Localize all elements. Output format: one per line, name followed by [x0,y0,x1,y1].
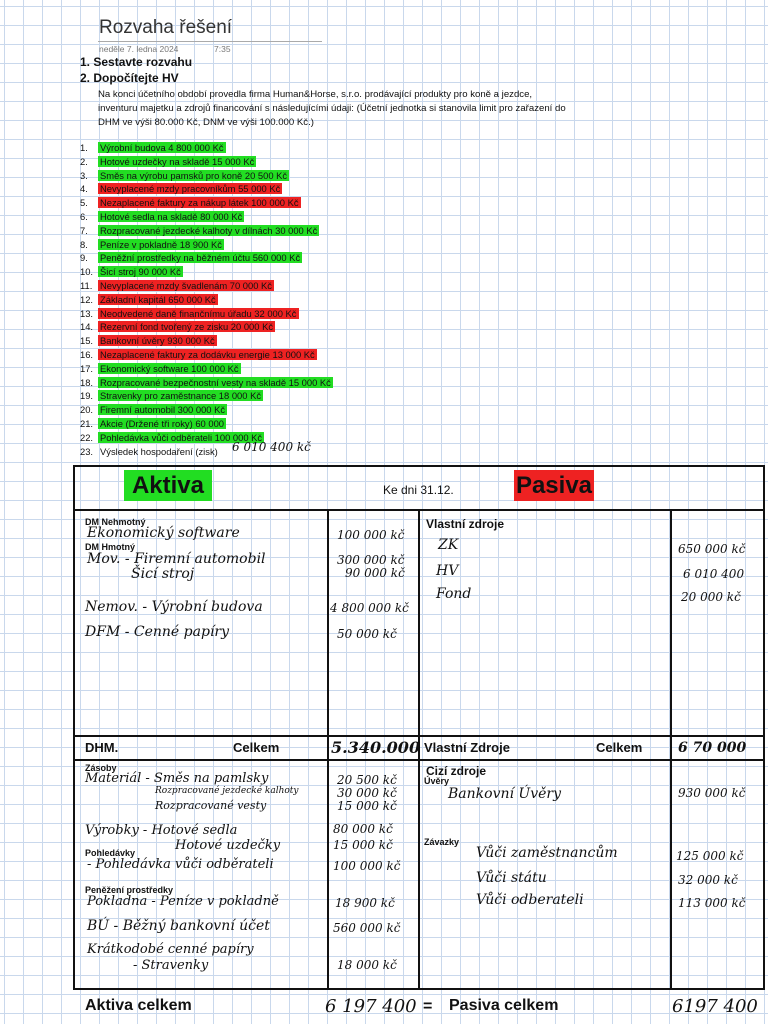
inventory-item [80,169,333,183]
vz-total-label: Vlastní Zdroje [424,740,510,755]
inventory-item [80,320,333,334]
inventory-item-text: Výsledek hospodaření (zisk) [100,445,218,457]
dfm-item: DFM - Cenné papíry [85,624,230,640]
inventory-item [80,376,333,390]
celkem-label: Celkem [233,740,280,755]
inventory-item [80,238,333,252]
zavazky-item: Vůči zaměstnancům [476,845,618,861]
inventory-item-number: 22. [80,431,94,443]
vyrobky-value: 15 000 kč [333,838,393,852]
kcp-item: Krátkodobé cenné papíry [87,942,254,957]
pohledavka-item: - Pohledávka vůči odběrateli [87,857,274,872]
inventory-item-text: Hotové uzdečky na skladě 15 000 Kč [100,155,255,167]
inventory-item-text: Pohledávka vůči odběrateli 100 000 Kč [100,431,263,443]
nemov-item: Nemov. - Výrobní budova [85,599,263,615]
inventory-item-text: Stravenky pro zaměstnance 18 000 Kč [100,390,262,402]
task-list [80,54,192,86]
zavazky-item: Vůči odberateli [476,892,584,908]
pohledavka-value: 100 000 kč [333,859,401,873]
inventory-item [80,265,333,279]
vz-label: Vlastní zdroje [426,517,505,531]
equals-sign: = [423,998,433,1015]
zk-item: ZK [438,537,459,553]
inventory-item-number: 5. [80,197,88,209]
title-underline [98,41,322,42]
hv-handwritten: 6 010 400 kč [232,440,311,454]
inventory-item [80,182,333,196]
fond-item: Fond [436,586,472,602]
pokladna-value: 18 900 kč [335,896,395,910]
intro-paragraph: Na konci účetního období provedla firma Human&Horse, s.r.o. prodávající produkty pro koně a jezdce, inventuru majetku a zdrojů financování s následujícími údaji: (Účetní jednotka si stanovila limit pro zařazení do DHM ve výši 80.000 Kč, DNM ve výši 100.000 Kč.) [98,89,566,128]
hv-item: HV [436,563,459,579]
uvery-item: Bankovní Úvěry [448,786,562,802]
zavazky-value: 32 000 kč [678,873,738,887]
inventory-item-text: Peníze v pokladně 18 900 Kč [100,238,222,250]
cizi-label: Cizí zdroje [426,764,487,778]
penez-label: Peněžení prostředky [85,885,174,895]
note-time: 7:35 [214,44,231,54]
dhm-value: 90 000 kč [345,566,405,580]
inventory-item [80,251,333,265]
inventory-item [80,348,333,362]
material-item: Rozpracované jezdecké kalhoty [155,786,299,796]
material-item: Rozpracované vesty [155,799,267,812]
inventory-item [80,293,333,307]
pasiva-heading: Pasiva [515,472,593,499]
column-divider [327,509,329,990]
column-divider [670,509,672,990]
inventory-list [80,141,333,458]
inventory-item [80,403,333,417]
inventory-item [80,362,333,376]
inventory-item [80,334,333,348]
inventory-item [80,224,333,238]
celkem-label: Celkem [596,740,643,755]
material-value: 15 000 kč [337,799,397,813]
kcp-value: 18 000 kč [337,958,397,972]
inventory-item-number: 12. [80,293,94,305]
inventory-item [80,389,333,403]
inventory-item-text: Ekonomický software 100 000 Kč [100,362,239,374]
balance-date: Ke dni 31.12. [383,483,454,497]
zasoby-label: Zásoby [85,763,117,773]
aktiva-total-label: Aktiva celkem [85,997,192,1014]
inventory-item-text: Směs na výrobu pamsků pro koně 20 500 Kč [100,169,288,181]
inventory-item-text: Rozpracované bezpečnostní vesty na skladě 15 000 Kč [100,376,331,388]
dhm-value: 300 000 kč [337,553,405,567]
inventory-item-text: Výrobní budova 4 800 000 Kč [100,142,224,153]
inventory-item-number: 11. [80,279,93,291]
inventory-item-number: 18. [80,376,94,388]
inventory-item-number: 8. [80,238,88,250]
inventory-item-number: 19. [80,390,94,402]
dm-total-value: 5.340.000 [331,738,421,757]
inventory-item [80,279,333,293]
inventory-item [80,417,333,431]
inventory-item-text: Šicí stroj 90 000 Kč [100,266,181,278]
inventory-item [80,141,333,155]
uvery-value: 930 000 kč [678,786,746,800]
kcp-item: - Stravenky [133,958,209,973]
task-item: 2. Dopočítejte HV [80,71,179,85]
zavazky-value: 113 000 kč [678,896,746,910]
vyrobky-item: Hotové uzdečky [175,838,281,853]
inventory-item [80,155,333,169]
inventory-item-text: Nezaplacené faktury za nákup látek 100 000 Kč [100,197,299,209]
pokladna-item: Pokladna - Peníze v pokladně [87,894,279,909]
material-value: 20 500 kč [337,773,397,787]
zavazky-value: 125 000 kč [676,849,744,863]
inventory-item-number: 1. [80,142,88,153]
inventory-item [80,196,333,210]
inventory-item-number: 14. [80,321,94,333]
vyrobky-item: Výrobky - Hotové sedla [85,823,238,838]
dfm-value: 50 000 kč [337,627,397,641]
inventory-item-number: 3. [80,169,88,181]
inventory-item-number: 23. [80,445,94,457]
inventory-item-number: 10. [80,266,94,278]
bu-value: 560 000 kč [333,921,401,935]
inventory-item-text: Akcie (Držené tři roky) 60 000 [100,417,225,429]
inventory-item-number: 6. [80,210,88,222]
aktiva-total-value: 6 197 400 [325,996,417,1017]
inventory-item [80,210,333,224]
inventory-item [80,307,333,321]
task-item: 1. Sestavte rozvahu [80,55,193,69]
page-title: Rozvaha řešení [99,17,233,38]
inventory-item-text: Nevyplacené mzdy pracovníkům 55 000 Kč [100,183,281,195]
inventory-item-number: 15. [80,335,94,347]
inventory-item-number: 7. [80,224,88,236]
inventory-item-text: Firemní automobil 300 000 Kč [100,404,226,416]
inventory-item-text: Nezaplacené faktury za dodávku energie 13 000 Kč [100,348,315,360]
inventory-item-text: Rezervní fond tvořený ze zisku 20 000 Kč [100,321,274,333]
pohledavky-label: Pohledávky [85,848,136,858]
dhm-item: Mov. - Firemní automobil [87,551,266,567]
aktiva-heading: Aktiva [124,470,212,501]
inventory-item-number: 9. [80,252,88,264]
uvery-label: Úvěry [424,776,450,786]
inventory-item-text: Neodvedené daně finančnímu úřadu 32 000 Kč [100,307,297,319]
vz-total-value: 6 70 000 [678,740,747,756]
inventory-item-text: Základní kapitál 650 000 Kč [100,293,216,305]
pasiva-total-value: 6197 400 [672,996,758,1017]
dm-total-label: DHM. [85,740,119,755]
dnm-item: Ekonomický software [87,525,240,541]
dhm-label: DM Hmotný [85,542,135,552]
nemov-value: 4 800 000 kč [330,601,409,615]
pasiva-total-label: Pasiva celkem [449,997,559,1014]
inventory-item-number: 21. [80,417,94,429]
inventory-item-number: 13. [80,307,94,319]
inventory-item-text: Rozpracované jezdecké kalhoty v dílnách 30 000 Kč [100,224,318,236]
note-date: neděle 7. ledna 2024 [99,44,179,54]
zavazky-item: Vůči státu [476,870,547,886]
zavazky-label: Závazky [424,837,460,847]
zk-value: 650 000 kč [678,542,746,556]
inventory-item-number: 20. [80,404,94,416]
hv-value: 6 010 400 [683,567,745,581]
inventory-item-text: Peněžní prostředky na běžném účtu 560 000 Kč [100,252,301,264]
bu-item: BÚ - Běžný bankovní účet [87,918,270,934]
material-item: Materiál - Směs na pamlsky [85,771,269,786]
dnm-value: 100 000 kč [337,528,405,542]
dhm-item: Šicí stroj [131,566,195,582]
inventory-item-text: Nevyplacené mzdy švadlenám 70 000 Kč [100,279,272,291]
inventory-item-number: 2. [80,155,88,167]
fond-value: 20 000 kč [681,590,741,604]
material-value: 30 000 kč [337,786,397,800]
inventory-item-number: 4. [80,183,88,195]
inventory-item-number: 17. [80,362,94,374]
inventory-item-text: Bankovní úvěry 930 000 Kč [100,335,215,347]
inventory-item-number: 16. [80,348,94,360]
inventory-item-text: Hotové sedla na skladě 80 000 Kč [100,210,243,222]
dnm-label: DM Nehmotný [85,517,146,527]
vyrobky-value: 80 000 kč [333,822,393,836]
